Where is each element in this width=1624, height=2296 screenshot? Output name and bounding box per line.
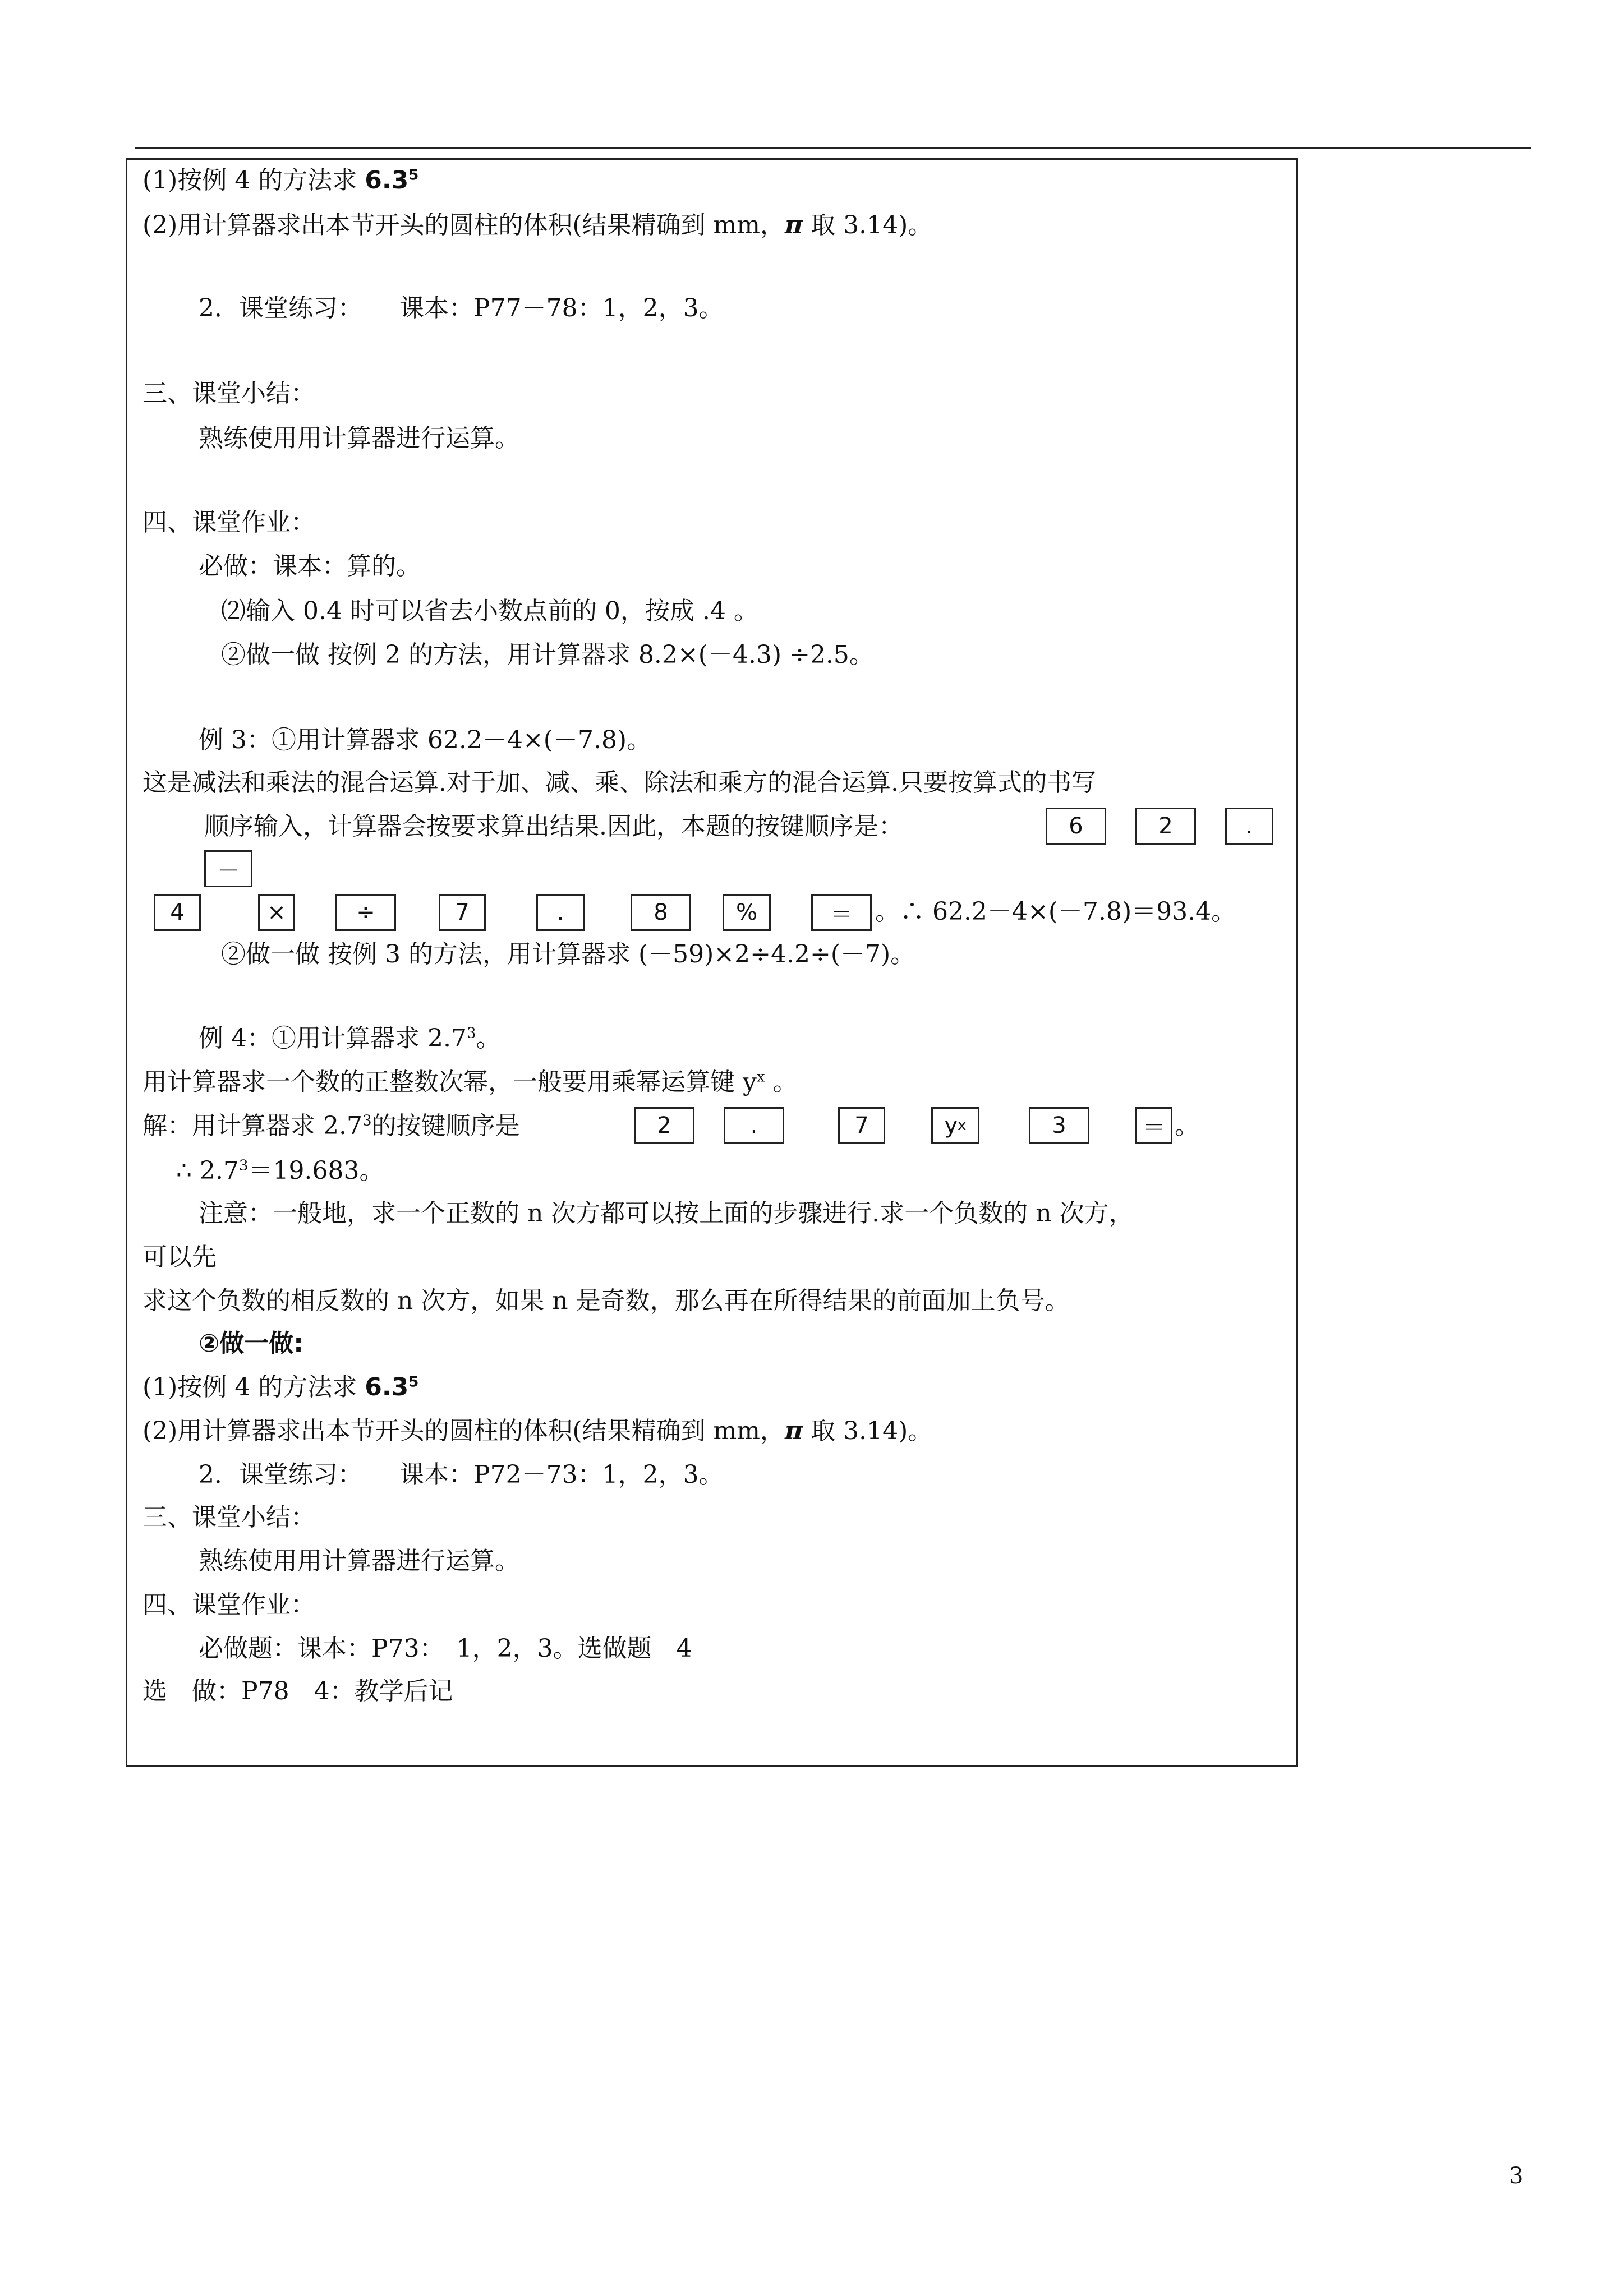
line-21: 求这个负数的相反数的 n 次方，如果 n 是奇数，那么再在所得结果的前面加上负号。: [142, 1287, 1070, 1315]
line-22: ②做一做:: [199, 1329, 303, 1358]
line-17-end: 。: [1175, 1112, 1199, 1140]
key-percent: %: [723, 894, 771, 931]
page-number: 3: [1509, 2163, 1524, 2189]
line-11: 这是减法和乘法的混合运算.对于加、减、乘、除法和乘方的混合运算.只要按算式的书写: [142, 768, 1096, 797]
section-summary-heading-2: 三、课堂小结：: [142, 1503, 315, 1532]
key-2-ex4: 2: [634, 1107, 694, 1144]
key-power: y x: [931, 1107, 979, 1144]
section-homework-heading: 四、课堂作业：: [142, 508, 315, 537]
section-homework-heading-2: 四、课堂作业：: [142, 1590, 315, 1619]
key-7-ex4: 7: [838, 1107, 885, 1144]
line-25: 2．课堂练习： 课本：P72－73：1，2，3。: [199, 1460, 724, 1489]
line-7: 必做：课本：算的。: [199, 552, 421, 580]
key-divide: ÷: [335, 894, 396, 931]
key-multiply: ×: [258, 894, 295, 931]
line-23: (1)按例 4 的方法求 $6.3^5$: [142, 1373, 419, 1401]
line-29: 必做题：课本：P73： 1，2，3。选做题 4: [199, 1634, 692, 1663]
key-minus: －: [204, 850, 252, 887]
line-17: 解：用计算器求 $2.7^3$的按键顺序是: [142, 1112, 520, 1140]
line-12: 顺序输入，计算器会按要求算出结果.因此，本题的按键顺序是：: [204, 812, 903, 841]
key-equals: ＝: [811, 894, 872, 931]
line-16: 用计算器求一个数的正整数次幂，一般要用乘幂运算键 $y^x$ 。: [142, 1068, 798, 1096]
example-3-result: 。∴ 62.2－4×(－7.8)＝93.4。: [875, 897, 1236, 926]
key-2: 2: [1135, 808, 1196, 845]
section-summary-heading: 三、课堂小结：: [142, 379, 315, 408]
example-3-title: 例 3：①用计算器求 62.2－4×(－7.8)。: [199, 726, 652, 754]
header-rule: [135, 147, 1531, 149]
key-6: 6: [1046, 808, 1106, 845]
line-24: (2)用计算器求出本节开头的圆柱的体积(结果精确到 mm，π 取 3.14)。: [142, 1417, 933, 1445]
line-3: 2．课堂练习： 课本：P77－78：1，2，3。: [199, 294, 724, 322]
key-equals-ex4: ＝: [1135, 1107, 1172, 1144]
line-9: ②做一做 按例 2 的方法，用计算器求 8.2×(－4.3) ÷2.5。: [221, 640, 874, 669]
line-20: 可以先: [142, 1243, 217, 1271]
key-decimal-2: .: [536, 894, 585, 931]
key-decimal-ex4: .: [724, 1107, 784, 1144]
line-18: ∴ $2.7^3=19.683$。: [176, 1156, 384, 1185]
line-5: 熟练使用用计算器进行运算。: [199, 424, 519, 453]
line-14: ②做一做 按例 3 的方法，用计算器求 (－59)×2÷4.2÷(－7)。: [221, 940, 915, 969]
line-1: (1)按例 4 的方法求 $6.3^5$: [142, 166, 419, 195]
key-3-ex4: 3: [1029, 1107, 1089, 1144]
key-8: 8: [631, 894, 691, 931]
line-2: (2)用计算器求出本节开头的圆柱的体积(结果精确到 mm，π 取 3.14)。: [142, 211, 933, 239]
key-decimal: .: [1225, 808, 1273, 845]
key-4: 4: [154, 894, 201, 931]
line-27: 熟练使用用计算器进行运算。: [199, 1547, 519, 1575]
line-19: 注意：一般地，求一个正数的 n 次方都可以按上面的步骤进行.求一个负数的 n 次方，: [199, 1199, 1134, 1228]
line-8: ⑵输入 0.4 时可以省去小数点前的 0，按成 .4 。: [221, 597, 758, 625]
example-4-title: 例 4：①用计算器求 $2.7^3$。: [199, 1024, 501, 1053]
line-30: 选 做：P78 4：教学后记: [142, 1677, 453, 1705]
key-7: 7: [439, 894, 486, 931]
